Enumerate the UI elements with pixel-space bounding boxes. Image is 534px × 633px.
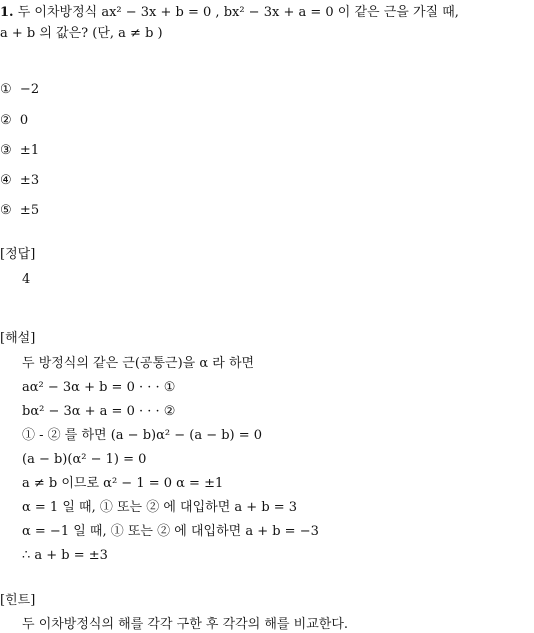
choice-label-5: ⑤ xyxy=(0,203,12,218)
question-number: 1. xyxy=(0,5,14,20)
choice-4[interactable] xyxy=(0,174,39,187)
choice-text-3: ±1 xyxy=(19,143,40,158)
choice-1[interactable] xyxy=(0,83,39,96)
solution-line: aα² − 3α + b = 0 · · · ① xyxy=(22,380,176,395)
solution-line: bα² − 3α + a = 0 · · · ② xyxy=(22,404,176,419)
choice-text-1: −2 xyxy=(19,82,40,97)
choice-label-4: ④ xyxy=(0,173,12,188)
hint-text: 두 이차방정식의 해를 각각 구한 후 각각의 해를 비교한다. xyxy=(22,617,349,632)
solution-line: (a − b)(α² − 1) = 0 xyxy=(22,452,147,467)
choice-text-2: 0 xyxy=(19,113,29,128)
solution-line: a ≠ b 이므로 α² − 1 = 0 α = ±1 xyxy=(22,476,224,491)
choice-3[interactable] xyxy=(0,144,39,157)
choice-text-5: ±5 xyxy=(19,203,40,218)
choice-label-1: ① xyxy=(0,82,12,97)
solution-line: α = 1 일 때, ① 또는 ② 에 대입하면 a + b = 3 xyxy=(22,500,298,515)
choice-label-3: ③ xyxy=(0,143,12,158)
solution-line: ∴ a + b = ±3 xyxy=(22,548,108,563)
question-line-1 xyxy=(0,6,459,19)
choice-2[interactable] xyxy=(0,114,28,127)
choice-5[interactable] xyxy=(0,204,39,217)
solution-line: α = −1 일 때, ① 또는 ② 에 대입하면 a + b = −3 xyxy=(22,524,319,539)
solution-line: ① - ② 를 하면 (a − b)α² − (a − b) = 0 xyxy=(22,428,263,443)
solution-line: 두 방정식의 같은 근(공통근)을 α 라 하면 xyxy=(22,356,255,371)
question-line-2: a + b 의 값은? (단, a ≠ b ) xyxy=(0,26,163,41)
question-text-1: 두 이차방정식 ax² − 3x + b = 0 , bx² − 3x + a = 0 이 같은 근을 가질 때, xyxy=(17,5,459,20)
answer-value: 4 xyxy=(22,272,31,287)
choice-text-4: ±3 xyxy=(19,173,40,188)
solution-header: [해설] xyxy=(0,331,36,346)
choice-label-2: ② xyxy=(0,113,12,128)
hint-header: [힌트] xyxy=(0,593,36,608)
answer-header: [정답] xyxy=(0,247,36,262)
